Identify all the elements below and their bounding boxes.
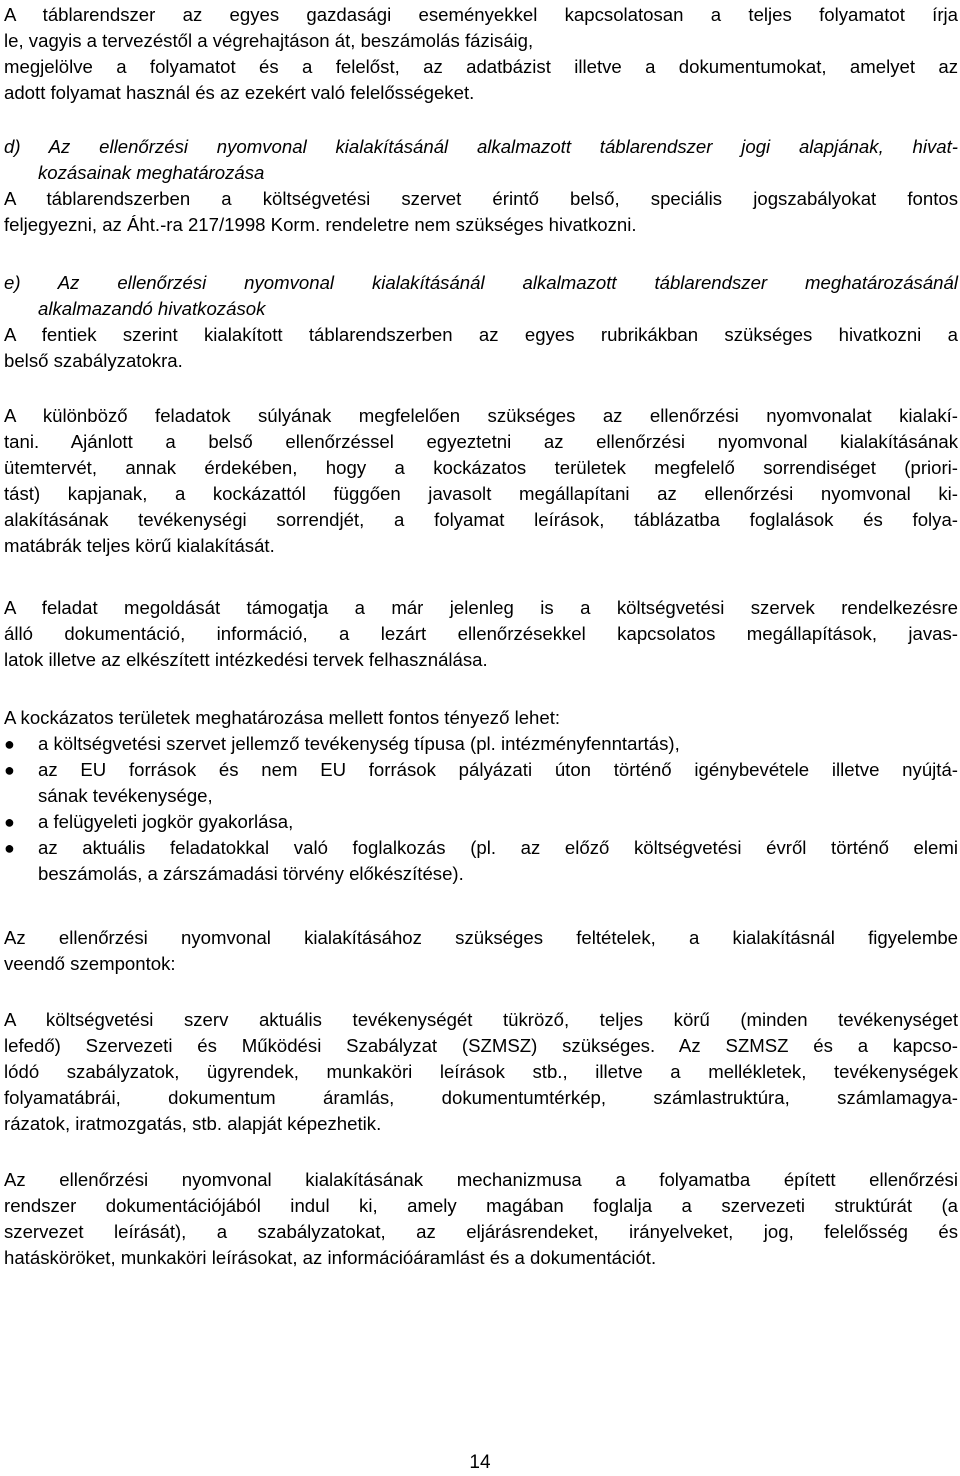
- text-line: álló dokumentáció, információ, a lezárt ellenőrzésekkel kapcsolatos megállapítások, javas-: [4, 623, 958, 644]
- text-line: matábrák teljes körű kialakítását.: [4, 535, 275, 556]
- bullet-icon: ●: [4, 812, 15, 832]
- text-line: veendő szempontok:: [4, 953, 176, 974]
- list-intro: A kockázatos területek meghatározása mellett fontos tényező lehet:: [4, 707, 561, 728]
- text-line: az EU források és nem EU források pályázati úton történő igénybevétele illetve nyújtá-: [38, 759, 958, 780]
- section-d: [4, 134, 958, 238]
- text-line: Az ellenőrzési nyomvonal kialakításának mechanizmusa a folyamatba épített ellenőrzési: [4, 1169, 958, 1190]
- list-item: [4, 835, 958, 887]
- text-line: hatásköröket, munkaköri leírásokat, az információáramlást és a dokumentációt.: [4, 1247, 657, 1268]
- list-item: [4, 731, 958, 757]
- text-line: rázatok, iratmozgatás, stb. alapját képezhetik.: [4, 1113, 382, 1134]
- section-d-heading-line: kozásainak meghatározása: [38, 162, 265, 183]
- paragraph-2: [4, 403, 958, 559]
- text-line: ütemtervét, annak érdekében, hogy a kockázatos területek megfelelő sorrendiséget (priori-: [4, 457, 958, 478]
- text-line: lódó szabályzatok, ügyrendek, munkaköri leírások stb., illetve a mellékletek, tevékenységek: [4, 1061, 958, 1082]
- paragraph-6: [4, 1007, 958, 1137]
- section-e: [4, 270, 958, 374]
- bullet-list: [4, 731, 958, 887]
- text-line: A táblarendszerben a költségvetési szervet érintő belső, speciális jogszabályokat fontos: [4, 188, 958, 209]
- text-line: sának tevékenysége,: [38, 785, 213, 806]
- paragraph-7: [4, 1167, 958, 1271]
- text-line: adott folyamat használ és az ezekért való felelősségeket.: [4, 82, 475, 103]
- text-line: beszámolás, a zárszámadási törvény előkészítése).: [38, 863, 464, 884]
- text-line: folyamatábrái, dokumentum áramlás, dokumentumtérkép, számlastruktúra, számlamagya-: [4, 1087, 958, 1108]
- text-line: A feladat megoldását támogatja a már jelenleg is a költségvetési szervek rendelkezésre: [4, 597, 958, 618]
- text-line: feljegyezni, az Áht.-ra 217/1998 Korm. rendeletre nem szükséges hivatkozni.: [4, 214, 637, 235]
- bullet-icon: ●: [4, 838, 15, 858]
- section-d-heading-line: d) Az ellenőrzési nyomvonal kialakításánál alkalmazott táblarendszer jogi alapjának, hivat-: [4, 136, 958, 157]
- text-line: rendszer dokumentációjából indul ki, amely magában foglalja a szervezeti struktúrát (a: [4, 1195, 958, 1216]
- text-line: A költségvetési szerv aktuális tevékenységét tükröző, teljes körű (minden tevékenységet: [4, 1009, 958, 1030]
- text-line: szervezet leírását), a szabályzatokat, az eljárásrendeket, irányelveket, jog, felelősség és: [4, 1221, 958, 1242]
- section-e-heading-line: alkalmazandó hivatkozások: [38, 298, 266, 319]
- text-line: le, vagyis a tervezéstől a végrehajtáson át, beszámolás fázisáig,: [4, 30, 534, 51]
- paragraph-4: [4, 705, 958, 887]
- paragraph-5: [4, 925, 958, 977]
- bullet-icon: ●: [4, 760, 15, 780]
- paragraph-intro: [4, 2, 958, 106]
- text-line: Az ellenőrzési nyomvonal kialakításához szükséges feltételek, a kialakításnál figyelembe: [4, 927, 958, 948]
- text-line: a költségvetési szervet jellemző tevékenység típusa (pl. intézményfenntartás),: [38, 733, 680, 754]
- section-e-heading-line: e) Az ellenőrzési nyomvonal kialakításánál alkalmazott táblarendszer meghatározásánál: [4, 272, 958, 293]
- text-line: megjelölve a folyamatot és a felelőst, az adatbázist illetve a dokumentumokat, amelyet az: [4, 56, 958, 77]
- paragraph-3: [4, 595, 958, 673]
- text-line: a felügyeleti jogkör gyakorlása,: [38, 811, 294, 832]
- text-line: lefedő) Szervezeti és Működési Szabályzat (SZMSZ) szükséges. Az SZMSZ és a kapcso-: [4, 1035, 958, 1056]
- text-line: A fentiek szerint kialakított táblarendszerben az egyes rubrikákban szükséges hivatkozni a: [4, 324, 958, 345]
- text-line: belső szabályzatokra.: [4, 350, 183, 371]
- text-line: latok illetve az elkészített intézkedési tervek felhasználása.: [4, 649, 488, 670]
- text-line: alakításának tevékenységi sorrendjét, a folyamat leírások, táblázatba foglalások és folya-: [4, 509, 958, 530]
- page-number: 14: [469, 1452, 491, 1473]
- text-line: A különböző feladatok súlyának megfelelően szükséges az ellenőrzési nyomvonalat kialakí-: [4, 405, 958, 426]
- text-line: tani. Ajánlott a belső ellenőrzéssel egyeztetni az ellenőrzési nyomvonal kialakításának: [4, 431, 958, 452]
- list-item: [4, 809, 958, 835]
- text-line: A táblarendszer az egyes gazdasági eseményekkel kapcsolatosan a teljes folyamatot írja: [4, 4, 958, 25]
- text-line: az aktuális feladatokkal való foglalkozás (pl. az előző költségvetési évről történő elemi: [38, 837, 958, 858]
- text-line: tást) kapjanak, a kockázattól függően javasolt megállapítani az ellenőrzési nyomvonal ki-: [4, 483, 958, 504]
- list-item: [4, 757, 958, 809]
- bullet-icon: ●: [4, 734, 15, 754]
